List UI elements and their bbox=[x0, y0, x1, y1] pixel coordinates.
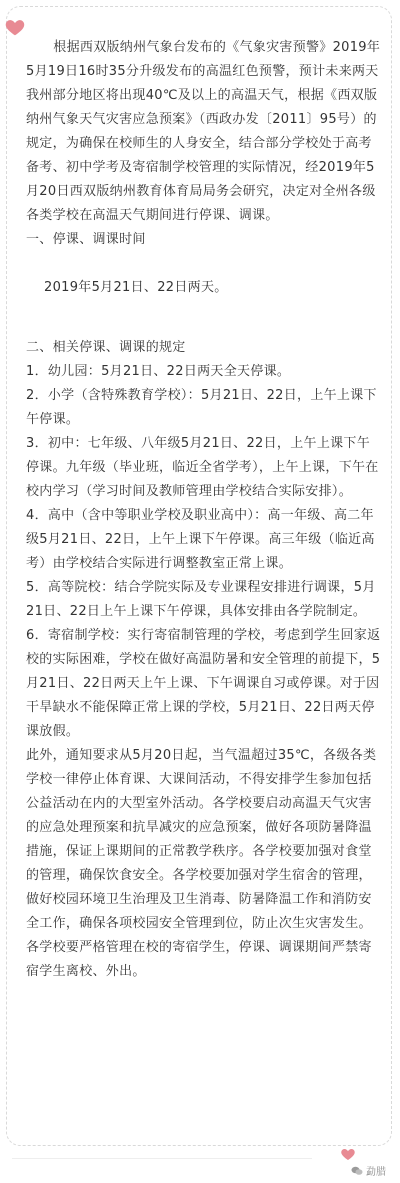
bottom-divider bbox=[12, 1158, 312, 1159]
section2-heading: 二、相关停课、调课的规定 bbox=[26, 340, 186, 355]
closing-paragraph: 此外，通知要求从5月20日起，当气温超过35℃，各级各类学校一律停止体育课、大课间活动，不得安排学生参加包括公益活动在内的大型室外活动。各学校要启动高温天气灾害的应急处理预案和抗旱减灾的应急预案，做好各项防暑降温措施，保证上课期间的正常教学秩序。各学校要加强对食堂的管理，确保饮食安全。各学校要加强对学生宿舍的管理，做好校园环境卫生治理及卫生消毒、防暑降温工作和消防安全工作，确保各项校园安全管理到位，防止次生灾害发生。各学校要严格管理在校的寄宿学生，停课、调课期间严禁寄宿学生离校、外出。 bbox=[26, 748, 377, 979]
intro-paragraph: 根据西双版纳州气象台发布的《气象灾害预警》2019年5月19日16时35分升级发布的高温红色预警，预计未来两天我州部分地区将出现40℃及以上的高温天气，根据《西双版纳州气象天气灾害应急预案》（西政办发〔2011〕95号）的规定，为确保在校师生的人身安全，结合部分学校处于高考备考、初中学考及寄宿制学校管理的实际情况，经2019年5月20日西双版纳州教育体育局局务会研究，决定对全州各级各类学校在高温天气期间进行停课、调课。 bbox=[26, 40, 381, 223]
rule-item-junior-high: 3．初中：七年级、八年级5月21日、22日，上午上课下午停课。九年级（毕业班，临近全省学考），上午上课，下午在校内学习（学习时间及教师管理由学校结合实际安排）。 bbox=[26, 436, 379, 499]
heart-icon bbox=[340, 1146, 356, 1162]
rule-item-kindergarten: 1．幼儿园：5月21日、22日两天全天停课。 bbox=[26, 364, 291, 379]
section1-heading: 一、停课、调课时间 bbox=[26, 232, 146, 247]
watermark bbox=[351, 1163, 386, 1178]
rule-item-boarding: 6．寄宿制学校：实行寄宿制管理的学校，考虑到学生回家返校的实际困难，学校在做好高温防暑和安全管理的前提下，5月21日、22日两天上午上课、下午调课自习或停课。对于因干旱缺水不能保障正常上课的学校，5月21日、22日两天停课放假。 bbox=[26, 628, 381, 739]
section1-dates: 2019年5月21日、22日两天。 bbox=[44, 280, 228, 295]
heart-icon bbox=[4, 16, 26, 38]
article-body bbox=[26, 36, 382, 984]
rule-item-senior-high: 4．高中（含中等职业学校及职业高中）：高一年级、高二年级5月21日、22日，上午上课下午停课。高三年级（临近高考）由学校结合实际进行调整教室正常上课。 bbox=[26, 508, 375, 571]
watermark-text: 勐腊 bbox=[366, 1167, 386, 1178]
rule-item-college: 5．高等院校：结合学院实际及专业课程安排进行调课，5月21日、22日上午上课下午停课，具体安排由各学院制定。 bbox=[26, 580, 376, 619]
rule-item-primary: 2．小学（含特殊教育学校）：5月21日、22日，上午上课下午停课。 bbox=[26, 388, 377, 427]
wechat-icon bbox=[351, 1166, 363, 1176]
